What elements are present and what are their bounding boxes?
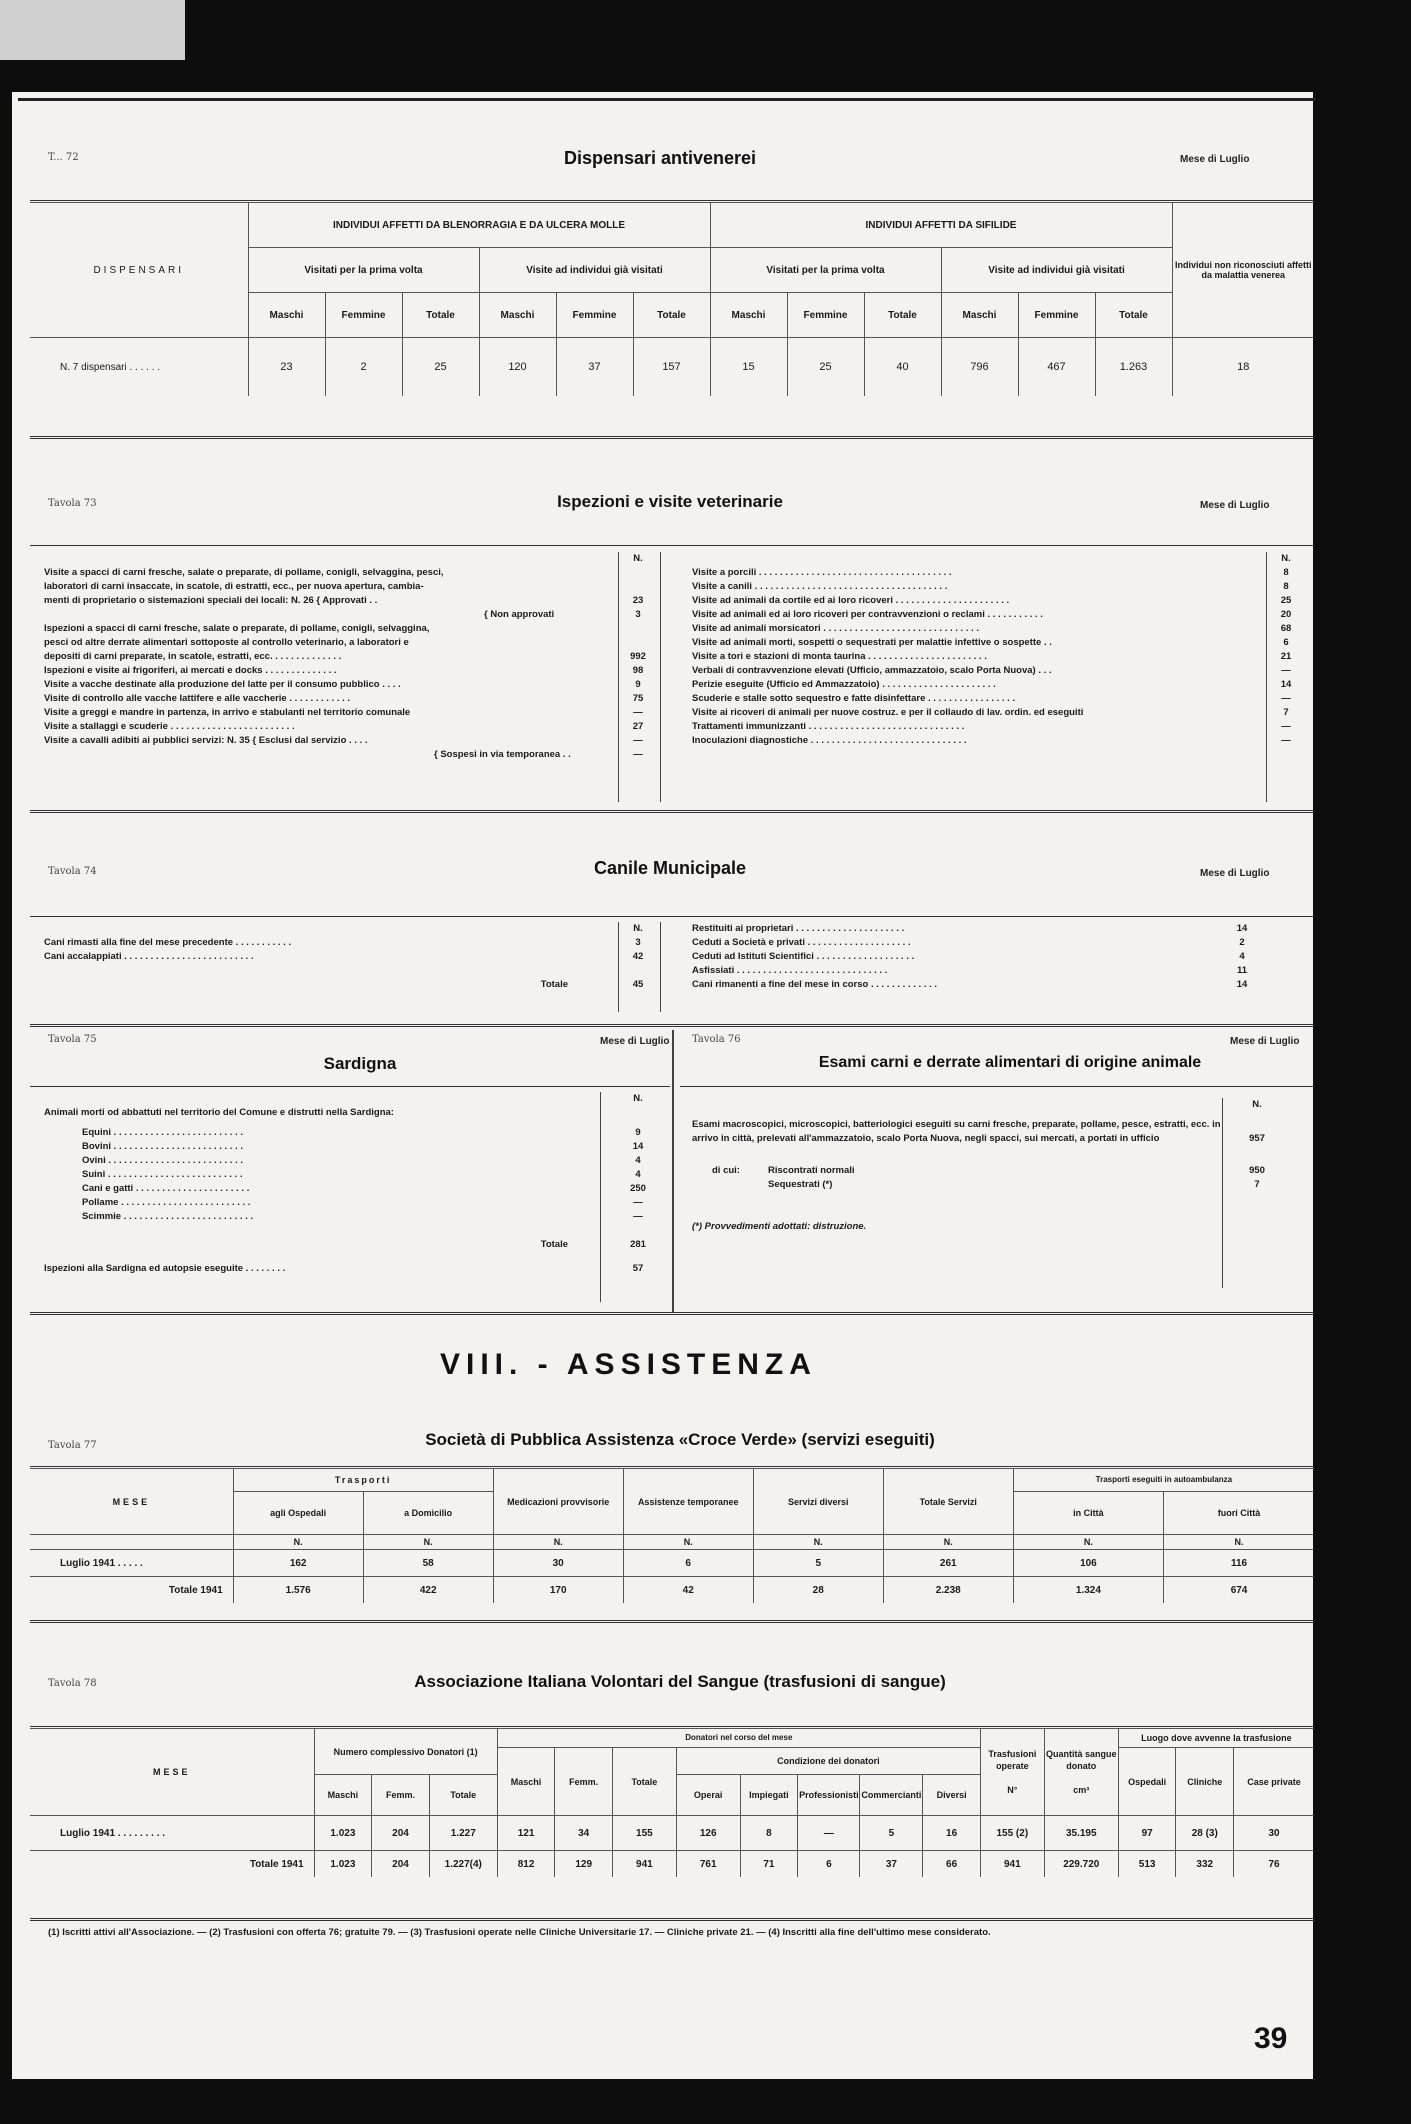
list-item: Restituiti ai proprietari . . . . . . . . . . . . . . . . . . . . . 14 bbox=[692, 923, 1248, 934]
col-totale: Totale bbox=[429, 1775, 497, 1816]
month-label: Mese di Luglio bbox=[1180, 154, 1250, 165]
cell: 1.023 bbox=[314, 1816, 372, 1851]
unit-label: N. bbox=[493, 1535, 623, 1550]
cell: 120 bbox=[479, 338, 556, 397]
col-operai: Operai bbox=[676, 1775, 740, 1816]
col-mese: MESE bbox=[30, 1729, 314, 1816]
scan-border-top bbox=[0, 0, 1411, 92]
list-item: Verbali di contravvenzione elevati (Ufficio, ammazzatoio, scalo Porta Nuova) . . . — bbox=[692, 665, 1291, 676]
list-item: Visite ad animali morti, sospetti o sequestrati per malattie infettive o sospette . . 6 bbox=[692, 637, 1289, 648]
cell: 34 bbox=[555, 1816, 613, 1851]
column-divider bbox=[600, 1092, 601, 1302]
cell: 28 (3) bbox=[1176, 1816, 1234, 1851]
list-item: Ceduti ad Istituti Scientifici . . . . . . . . . . . . . . . . . . . 4 bbox=[692, 951, 1245, 962]
column-divider bbox=[660, 922, 661, 1012]
cell: 1.023 bbox=[314, 1851, 372, 1878]
list-item: Trattamenti immunizzanti . . . . . . . . . . . . . . . . . . . . . . . . . . . . . . — bbox=[692, 721, 1291, 732]
col-totale-servizi: Totale Servizi bbox=[883, 1469, 1013, 1535]
cell: 1.227(4) bbox=[429, 1851, 497, 1878]
list-item: Pollame . . . . . . . . . . . . . . . . . . . . . . . . . — bbox=[82, 1197, 643, 1208]
group-numero-donatori: Numero complessivo Donatori (1) bbox=[314, 1729, 497, 1775]
col-maschi: Maschi bbox=[941, 293, 1018, 338]
cell: 18 bbox=[1172, 338, 1314, 397]
list-item: Suini . . . . . . . . . . . . . . . . . . . . . . . . . . 4 bbox=[82, 1169, 641, 1180]
unit-label: N. bbox=[623, 1535, 753, 1550]
sub-gia-visitati: Visite ad individui già visitati bbox=[941, 248, 1172, 293]
cell: 229.720 bbox=[1044, 1851, 1118, 1878]
col-trasfusioni: Trasfusioni operate N° bbox=[980, 1729, 1044, 1816]
rule bbox=[30, 436, 1314, 439]
col-diversi: Diversi bbox=[923, 1775, 981, 1816]
scan-border-corner bbox=[0, 0, 185, 60]
cell: 58 bbox=[363, 1550, 493, 1577]
list-item: menti di proprietario o sistemazioni speciali dei locali: N. 26 { Approvati . . 23 bbox=[44, 595, 644, 606]
table-row bbox=[30, 1550, 1314, 1577]
list-item: laboratori di carni insaccate, in scatole, di estratti, ecc., per nuova apertura, cambia- bbox=[44, 581, 424, 592]
scan-border-right bbox=[1313, 92, 1411, 2124]
group-donatori-mese: Donatori nel corso del mese bbox=[497, 1729, 980, 1748]
unit-label: N. bbox=[233, 1535, 363, 1550]
col-dispensari: DISPENSARI bbox=[30, 203, 248, 338]
cell: 37 bbox=[860, 1851, 923, 1878]
cell: 106 bbox=[1013, 1550, 1163, 1577]
group-autoambulanza: Trasporti eseguiti in autoambulanza bbox=[1013, 1469, 1314, 1492]
list-item: Ispezioni e visite ai frigoriferi, ai mercati e docks . . . . . . . . . . . . . . 98 bbox=[44, 665, 644, 676]
cell: 796 bbox=[941, 338, 1018, 397]
cell: 71 bbox=[740, 1851, 798, 1878]
scan-border-bottom bbox=[0, 2079, 1411, 2124]
col-n: N. bbox=[633, 923, 643, 934]
section-title: Società di Pubblica Assistenza «Croce Verde» (servizi eseguiti) bbox=[425, 1430, 935, 1449]
page-number: 39 bbox=[1254, 2022, 1288, 2055]
col-assistenze: Assistenze temporanee bbox=[623, 1469, 753, 1535]
list-item: Visite ad animali da cortile ed ai loro ricoveri . . . . . . . . . . . . . . . . . . . . . . 25 bbox=[692, 595, 1292, 606]
cell: 1.576 bbox=[233, 1577, 363, 1604]
column-divider bbox=[1222, 1098, 1223, 1288]
list-item: Ovini . . . . . . . . . . . . . . . . . . . . . . . . . . 4 bbox=[82, 1155, 641, 1166]
rule bbox=[30, 200, 1314, 201]
col-commercianti: Commercianti bbox=[860, 1775, 923, 1816]
list-item: Visite ai ricoveri di animali per nuove costruz. e per il collaudo di lav. ordin. ed eseguiti 7 bbox=[692, 707, 1289, 718]
list-item: Equini . . . . . . . . . . . . . . . . . . . . . . . . . 9 bbox=[82, 1127, 641, 1138]
unit-label: N. bbox=[883, 1535, 1013, 1550]
cell: 28 bbox=[753, 1577, 883, 1604]
cell: 66 bbox=[923, 1851, 981, 1878]
cell: 812 bbox=[497, 1851, 555, 1878]
cell: 8 bbox=[740, 1816, 798, 1851]
col-femmine: Femmine bbox=[787, 293, 864, 338]
group-blenorragia: INDIVIDUI AFFETTI DA BLENORRAGIA E DA ULCERA MOLLE bbox=[248, 203, 710, 248]
list-item: Ceduti a Società e privati . . . . . . . . . . . . . . . . . . . . 2 bbox=[692, 937, 1245, 948]
table-number: Tavola 76 bbox=[692, 1034, 741, 1045]
cell: 40 bbox=[864, 338, 941, 397]
col-case-private: Case private bbox=[1234, 1748, 1314, 1816]
sub-prima-volta: Visitati per la prima volta bbox=[248, 248, 479, 293]
rule bbox=[30, 1918, 1314, 1921]
list-item: Cani rimasti alla fine del mese precedente . . . . . . . . . . . 3 bbox=[44, 937, 641, 948]
list-item: Visite ad animali morsicatori . . . . . . . . . . . . . . . . . . . . . . . . . . . . . . 68 bbox=[692, 623, 1292, 634]
list-item: Visite a porcili . . . . . . . . . . . . . . . . . . . . . . . . . . . . . . . . . . . . . 8 bbox=[692, 567, 1289, 578]
cell: 261 bbox=[883, 1550, 1013, 1577]
rule bbox=[30, 1086, 670, 1087]
croce-verde-table bbox=[30, 1468, 1314, 1603]
month-label: Mese di Luglio bbox=[1230, 1036, 1300, 1047]
rule bbox=[30, 810, 1314, 813]
col-totale: Totale bbox=[633, 293, 710, 338]
section-title: Sardigna bbox=[323, 1054, 397, 1073]
cell: 674 bbox=[1164, 1577, 1314, 1604]
list-item: Asfissiati . . . . . . . . . . . . . . . . . . . . . . . . . . . . . 11 bbox=[692, 965, 1248, 976]
rule bbox=[30, 916, 1314, 917]
cell: 1.324 bbox=[1013, 1577, 1163, 1604]
list-item: Visite a vacche destinate alla produzione del latte per il consumo pubblico . . . . 9 bbox=[44, 679, 641, 690]
section-title: Dispensari antivenerei bbox=[563, 148, 757, 168]
sardigna-list bbox=[44, 1092, 658, 1276]
row-label: N. 7 dispensari . . . . . . bbox=[60, 361, 161, 373]
list-item: Ispezioni alla Sardigna ed autopsie eseguite . . . . . . . . 57 bbox=[44, 1263, 644, 1274]
col-totale: Totale bbox=[864, 293, 941, 338]
col-femm: Femm. bbox=[555, 1748, 613, 1816]
col-non-affetti: Individui non riconosciuti affetti da malattia venerea bbox=[1172, 203, 1314, 338]
section-title: Canile Municipale bbox=[593, 858, 747, 878]
cell: 129 bbox=[555, 1851, 613, 1878]
rule bbox=[30, 1312, 1314, 1315]
row-label: Totale 1941 bbox=[249, 1858, 304, 1870]
cell: 23 bbox=[248, 338, 325, 397]
col-quantita: Quantità sangue donato cm³ bbox=[1044, 1729, 1118, 1816]
col-maschi: Maschi bbox=[479, 293, 556, 338]
column-divider bbox=[1266, 552, 1267, 802]
cell: 1.263 bbox=[1095, 338, 1172, 397]
table-number: Tavola 74 bbox=[48, 866, 97, 877]
ispezioni-right-list bbox=[692, 552, 1306, 748]
table-number: Tavola 75 bbox=[48, 1034, 97, 1045]
canile-right-list bbox=[692, 922, 1282, 992]
ispezioni-left-list bbox=[44, 552, 658, 762]
total-row: Totale 281 bbox=[540, 1239, 646, 1250]
unit-label: N. bbox=[753, 1535, 883, 1550]
col-n: N. bbox=[1281, 553, 1291, 564]
cell: 162 bbox=[233, 1550, 363, 1577]
canile-left-list bbox=[44, 922, 658, 992]
col-ospedali: Ospedali bbox=[1118, 1748, 1176, 1816]
cell: 15 bbox=[710, 338, 787, 397]
rule bbox=[680, 1086, 1314, 1087]
list-item: Visite di controllo alle vacche lattifere e alle vaccherie . . . . . . . . . . . . 75 bbox=[44, 693, 644, 704]
cell: 116 bbox=[1164, 1550, 1314, 1577]
cell: 76 bbox=[1234, 1851, 1314, 1878]
sardigna-intro: Animali morti od abbattuti nel territorio del Comune e distrutti nella Sardigna: bbox=[44, 1107, 394, 1118]
column-divider bbox=[618, 922, 619, 1012]
volontari-sangue-table bbox=[30, 1728, 1314, 1877]
list-item: { Non approvati 3 bbox=[484, 609, 641, 620]
col-femmine: Femmine bbox=[325, 293, 402, 338]
scan-border-left bbox=[0, 92, 12, 2124]
list-item: Sequestrati (*) 7 bbox=[768, 1179, 1260, 1190]
col-mese: MESE bbox=[30, 1469, 233, 1535]
section-title: Ispezioni e visite veterinarie bbox=[557, 492, 783, 511]
list-item: Esami macroscopici, microscopici, batteriologici eseguiti su carni fresche, preparate, pollame, pesce, estratti, ecc. in arrivo in città, prelevati all'ammazzatoio, scalo Porta Nuova, negli spacci, sui mercati, a portati in ufficio 957 bbox=[692, 1119, 1265, 1144]
cell: 155 bbox=[612, 1816, 676, 1851]
list-item: di cui: Riscontrati normali 950 bbox=[712, 1165, 1265, 1176]
cell: 204 bbox=[372, 1816, 430, 1851]
list-item: Perizie eseguite (Ufficio ed Ammazzatoio) . . . . . . . . . . . . . . . . . . . . . . 14 bbox=[692, 679, 1292, 690]
month-label: Mese di Luglio bbox=[1200, 868, 1270, 879]
row-label: Luglio 1941 . . . . . . . . . bbox=[60, 1827, 166, 1839]
column-divider bbox=[660, 552, 661, 802]
cell: 5 bbox=[860, 1816, 923, 1851]
group-trasporti: Trasporti bbox=[233, 1469, 493, 1492]
list-item: Cani e gatti . . . . . . . . . . . . . . . . . . . . . . 250 bbox=[82, 1183, 646, 1194]
rule bbox=[30, 1620, 1314, 1623]
col-n: N. bbox=[633, 1093, 643, 1104]
cell: 121 bbox=[497, 1816, 555, 1851]
cell: 941 bbox=[980, 1851, 1044, 1878]
list-item: Inoculazioni diagnostiche . . . . . . . . . . . . . . . . . . . . . . . . . . . . . . — bbox=[692, 735, 1291, 746]
cell: 513 bbox=[1118, 1851, 1176, 1878]
table-row bbox=[30, 1816, 1314, 1851]
cell: 467 bbox=[1018, 338, 1095, 397]
col-maschi: Maschi bbox=[248, 293, 325, 338]
list-item: Cani accalappiati . . . . . . . . . . . . . . . . . . . . . . . . . 42 bbox=[44, 951, 644, 962]
col-impiegati: Impiegati bbox=[740, 1775, 798, 1816]
rule bbox=[30, 1024, 1314, 1027]
col-n: N. bbox=[1252, 1099, 1262, 1110]
cell: 16 bbox=[923, 1816, 981, 1851]
row-label: Totale 1941 bbox=[168, 1584, 223, 1596]
month-label: Mese di Luglio bbox=[600, 1036, 670, 1047]
col-professionisti: Professionisti bbox=[798, 1775, 860, 1816]
cell: 157 bbox=[633, 338, 710, 397]
cell: 170 bbox=[493, 1577, 623, 1604]
table-row bbox=[30, 1851, 1314, 1878]
col-cliniche: Cliniche bbox=[1176, 1748, 1234, 1816]
table-number: T... 72 bbox=[48, 152, 79, 163]
table-row bbox=[30, 338, 1314, 397]
list-item: Visite a stallaggi e scuderie . . . . . . . . . . . . . . . . . . . . . . . . 27 bbox=[44, 721, 644, 732]
list-item: Visite a spacci di carni fresche, salate o preparate, di pollame, conigli, selvaggina, pesci, bbox=[44, 567, 444, 578]
list-item: Visite a canili . . . . . . . . . . . . . . . . . . . . . . . . . . . . . . . . . . . . . 8 bbox=[692, 581, 1289, 592]
list-item: Visite a cavalli adibiti ai pubblici servizi: N. 35 { Esclusi dal servizio . . . . — bbox=[44, 735, 643, 746]
cell: 1.227 bbox=[429, 1816, 497, 1851]
sub-gia-visitati: Visite ad individui già visitati bbox=[479, 248, 710, 293]
group-condizione: Condizione dei donatori bbox=[676, 1748, 980, 1775]
unit-label: N. bbox=[1013, 1535, 1163, 1550]
list-item: Visite ad animali ed ai loro ricoveri per contravvenzioni o reclami . . . . . . . . . . . 20 bbox=[692, 609, 1292, 620]
cell: 30 bbox=[493, 1550, 623, 1577]
cell: 2 bbox=[325, 338, 402, 397]
footnote: (1) Iscritti attivi all'Associazione. — (2) Trasfusioni con offerta 76; gratuite 79. — (3) Trasfusioni operate nelle Cliniche Universitarie 17. — Cliniche private 21. — (4) Inscritti alla fine dell'ultimo mese considerato. bbox=[48, 1927, 991, 1938]
col-domicilio: a Domicilio bbox=[363, 1492, 493, 1535]
list-item: depositi di carni preparate, in scatole, estratti, ecc. . . . . . . . . . . . . . 992 bbox=[44, 651, 646, 662]
cell: 5 bbox=[753, 1550, 883, 1577]
list-item: pesci od altre derrate alimentari sottoposte al controllo veterinario, a laboratori e bbox=[44, 637, 409, 648]
cell: 761 bbox=[676, 1851, 740, 1878]
cell: 30 bbox=[1234, 1816, 1314, 1851]
col-ospedali: agli Ospedali bbox=[233, 1492, 363, 1535]
rule bbox=[30, 545, 1314, 546]
cell: 37 bbox=[556, 338, 633, 397]
unit-label: N. bbox=[363, 1535, 493, 1550]
col-totale: Totale bbox=[612, 1748, 676, 1816]
cell: 204 bbox=[372, 1851, 430, 1878]
col-servizi: Servizi diversi bbox=[753, 1469, 883, 1535]
list-item: Visite a greggi e mandre in partenza, in arrivo e stabulanti nel territorio comunale — bbox=[44, 707, 643, 718]
table-number: Tavola 73 bbox=[48, 498, 97, 509]
section-title: Esami carni e derrate alimentari di origine animale bbox=[818, 1054, 1202, 1071]
cell: — bbox=[798, 1816, 860, 1851]
esami-block bbox=[692, 1098, 1292, 1234]
list-item: Cani rimanenti a fine del mese in corso . . . . . . . . . . . . . 14 bbox=[692, 979, 1248, 990]
dispensari-table bbox=[30, 202, 1314, 396]
section-title: Associazione Italiana Volontari del Sangue (trasfusioni di sangue) bbox=[414, 1672, 946, 1691]
table-number: Tavola 77 bbox=[48, 1440, 97, 1451]
cell: 6 bbox=[623, 1550, 753, 1577]
table-number: Tavola 78 bbox=[48, 1678, 97, 1689]
group-sifilide: INDIVIDUI AFFETTI DA SIFILIDE bbox=[710, 203, 1172, 248]
cell: 332 bbox=[1176, 1851, 1234, 1878]
row-label: Luglio 1941 . . . . . bbox=[60, 1557, 143, 1569]
section-divider bbox=[672, 1030, 674, 1312]
cell: 155 (2) bbox=[980, 1816, 1044, 1851]
list-item: { Sospesi in via temporanea . . — bbox=[434, 749, 643, 760]
col-totale: Totale bbox=[402, 293, 479, 338]
col-femm: Femm. bbox=[372, 1775, 430, 1816]
sub-prima-volta: Visitati per la prima volta bbox=[710, 248, 941, 293]
cell: 2.238 bbox=[883, 1577, 1013, 1604]
col-citta: in Città bbox=[1013, 1492, 1163, 1535]
cell: 126 bbox=[676, 1816, 740, 1851]
footnote: (*) Provvedimenti adottati: distruzione. bbox=[692, 1221, 867, 1232]
cell: 6 bbox=[798, 1851, 860, 1878]
column-divider bbox=[618, 552, 619, 802]
cell: 97 bbox=[1118, 1816, 1176, 1851]
list-item: Ispezioni a spacci di carni fresche, salate o preparate, di pollame, conigli, selvaggina, bbox=[44, 623, 430, 634]
cell: 422 bbox=[363, 1577, 493, 1604]
unit-label: N. bbox=[1164, 1535, 1314, 1550]
list-item: Visite a tori e stazioni di monta taurina . . . . . . . . . . . . . . . . . . . . . . . 21 bbox=[692, 651, 1292, 662]
list-item: Scimmie . . . . . . . . . . . . . . . . . . . . . . . . . — bbox=[82, 1211, 643, 1222]
cell: 35.195 bbox=[1044, 1816, 1118, 1851]
col-maschi: Maschi bbox=[710, 293, 787, 338]
total-row: Totale 45 bbox=[540, 979, 644, 990]
col-maschi: Maschi bbox=[314, 1775, 372, 1816]
cell: 42 bbox=[623, 1577, 753, 1604]
col-fuori-citta: fuori Città bbox=[1164, 1492, 1314, 1535]
list-item: Bovini . . . . . . . . . . . . . . . . . . . . . . . . . 14 bbox=[82, 1141, 644, 1152]
cell: 25 bbox=[787, 338, 864, 397]
month-label: Mese di Luglio bbox=[1200, 500, 1270, 511]
cell: 941 bbox=[612, 1851, 676, 1878]
chapter-heading: VIII. - ASSISTENZA bbox=[440, 1348, 817, 1381]
col-n: N. bbox=[633, 553, 643, 564]
table-row bbox=[30, 1577, 1314, 1604]
col-medicazioni: Medicazioni provvisorie bbox=[493, 1469, 623, 1535]
rule bbox=[30, 1466, 1314, 1467]
rule bbox=[30, 1726, 1314, 1727]
cell: 25 bbox=[402, 338, 479, 397]
group-luogo: Luogo dove avvenne la trasfusione bbox=[1118, 1729, 1314, 1748]
col-totale: Totale bbox=[1095, 293, 1172, 338]
list-item: Scuderie e stalle sotto sequestro e fatte disinfettare . . . . . . . . . . . . . . . . . — bbox=[692, 693, 1291, 704]
col-femmine: Femmine bbox=[556, 293, 633, 338]
col-femmine: Femmine bbox=[1018, 293, 1095, 338]
col-maschi: Maschi bbox=[497, 1748, 555, 1816]
